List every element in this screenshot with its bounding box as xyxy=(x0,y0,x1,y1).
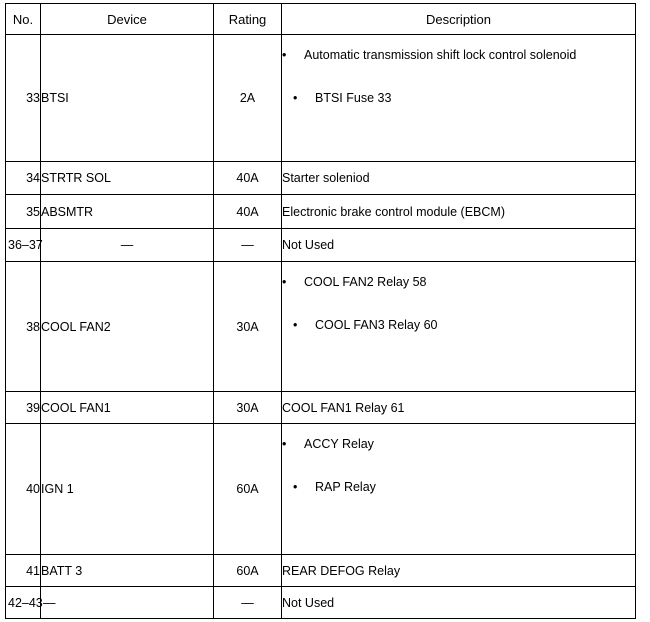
fuse-description xyxy=(282,35,636,162)
bullet-icon: • xyxy=(282,48,287,62)
list-item: • COOL FAN3 Relay 60 xyxy=(293,317,438,332)
column-header-no: No. xyxy=(6,4,41,35)
table-header xyxy=(6,4,636,35)
table-header-row xyxy=(6,4,636,35)
fuse-description: Not Used xyxy=(282,229,636,262)
description-bullet-list xyxy=(282,438,635,493)
fuse-number: 33 xyxy=(6,35,41,162)
bullet-icon: • xyxy=(293,90,298,105)
bullet-icon: • xyxy=(282,437,287,451)
fuse-number: 35 xyxy=(6,195,41,229)
fuse-device: STRTR SOL xyxy=(41,162,214,195)
fuse-rating: 2A xyxy=(214,35,282,162)
fuse-number: 42–43 xyxy=(6,587,41,619)
fuse-rating: — xyxy=(214,587,282,619)
list-item: • Automatic transmission shift lock control solenoid xyxy=(282,48,577,62)
fuse-rating: 40A xyxy=(214,195,282,229)
fuse-description xyxy=(282,262,636,392)
fuse-device: ABSMTR xyxy=(41,195,214,229)
fuse-description xyxy=(282,424,636,555)
column-header-description: Description xyxy=(282,4,636,35)
fuse-device: COOL FAN1 xyxy=(41,392,214,424)
bullet-icon: • xyxy=(293,479,298,494)
fuse-rating: 30A xyxy=(214,262,282,392)
fuse-description: REAR DEFOG Relay xyxy=(282,555,636,587)
column-header-rating: Rating xyxy=(214,4,282,35)
fuse-number: 34 xyxy=(6,162,41,195)
fuse-device: IGN 1 xyxy=(41,424,214,555)
table-row xyxy=(6,587,636,619)
description-bullet-list xyxy=(282,49,635,104)
bullet-icon: • xyxy=(293,317,298,332)
fuse-block-table xyxy=(5,3,636,619)
fuse-device: — xyxy=(41,587,214,619)
list-item: • RAP Relay xyxy=(293,479,376,494)
bullet-icon: • xyxy=(282,275,287,289)
table-row xyxy=(6,229,636,262)
table-row xyxy=(6,424,636,555)
description-bullet-list xyxy=(282,276,635,331)
table-row xyxy=(6,555,636,587)
fuse-rating: 40A xyxy=(214,162,282,195)
table-row xyxy=(6,162,636,195)
table-row xyxy=(6,262,636,392)
fuse-description: Not Used xyxy=(282,587,636,619)
table-body xyxy=(6,35,636,619)
fuse-description: COOL FAN1 Relay 61 xyxy=(282,392,636,424)
fuse-description: Electronic brake control module (EBCM) xyxy=(282,195,636,229)
fuse-number: 36–37 xyxy=(6,229,41,262)
fuse-number: 41 xyxy=(6,555,41,587)
fuse-description: Starter soleniod xyxy=(282,162,636,195)
fuse-rating: 60A xyxy=(214,555,282,587)
list-item: • ACCY Relay xyxy=(282,437,374,451)
fuse-rating: — xyxy=(214,229,282,262)
column-header-device: Device xyxy=(41,4,214,35)
fuse-device: COOL FAN2 xyxy=(41,262,214,392)
fuse-number: 38 xyxy=(6,262,41,392)
fuse-number: 40 xyxy=(6,424,41,555)
fuse-table-container xyxy=(5,3,635,617)
list-item: • COOL FAN2 Relay 58 xyxy=(282,275,427,289)
fuse-number: 39 xyxy=(6,392,41,424)
fuse-rating: 60A xyxy=(214,424,282,555)
table-row xyxy=(6,392,636,424)
table-row xyxy=(6,35,636,162)
fuse-rating: 30A xyxy=(214,392,282,424)
fuse-device: BATT 3 xyxy=(41,555,214,587)
list-item: • BTSI Fuse 33 xyxy=(293,90,392,105)
fuse-device: BTSI xyxy=(41,35,214,162)
fuse-device: — xyxy=(41,229,214,262)
table-row xyxy=(6,195,636,229)
